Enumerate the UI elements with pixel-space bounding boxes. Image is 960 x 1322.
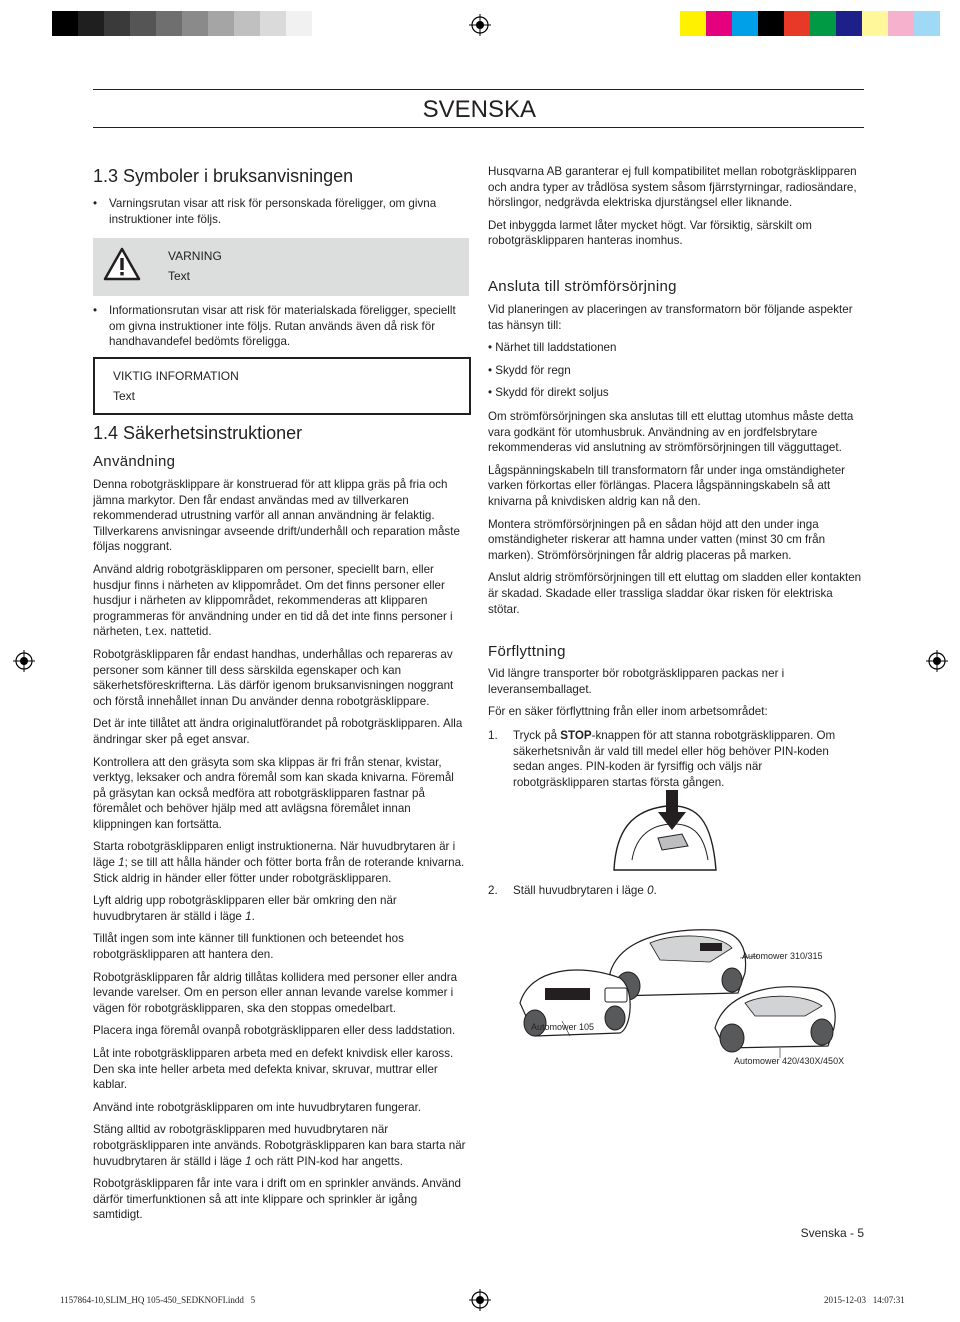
paragraph: Montera strömförsörjningen på en sådan höjd att den under inga omständigheter riskerar att hamna under vatten (minst 30 cm från marken). Strömförsörjningen får aldrig placeras på marken. (488, 517, 826, 562)
info-title: VIKTIG INFORMATION (113, 369, 239, 383)
color-swatch (732, 11, 758, 36)
color-swatch (52, 11, 78, 36)
file-info: 1157864-10,SLIM_HQ 105-450_SEDKNOFI.indd 5 (60, 1295, 256, 1305)
bullet-item: • Närhet till laddstationen (488, 341, 617, 355)
mowers-illustration (510, 918, 840, 1068)
color-swatch (260, 11, 286, 36)
info-text: Text (113, 389, 136, 403)
color-swatch (784, 11, 810, 36)
paragraph: Om strömförsörjningen ska anslutas till ett eluttag utomhus måste detta vara godkänt för utomhusbruk. Användning av en jordfelsbrytare rekommenderas vid anslutning av strömförsörjningen till vägguttaget. (488, 409, 854, 455)
header-rule (93, 89, 864, 90)
color-swatch (680, 11, 706, 36)
left-body (93, 477, 469, 1223)
color-swatch (208, 11, 234, 36)
paragraph: Kontrollera att den gräsyta som ska klippas är fri från stenar, kvistar, verktyg, leksaker och andra föremål som kan skada knivarna. Föremål på gräsytan kan också medföra att robotgräsklipparen fastnar på föremålet och behöver hjälp med att avlägsna föremålet innan klippningen kan fortsätta. (93, 755, 454, 831)
paragraph: Använd inte robotgräsklipparen om inte huvudbrytaren fungerar. (93, 1100, 422, 1114)
subheading-usage: Användning (93, 453, 176, 470)
warning-box (93, 238, 469, 296)
step-1: 1. Tryck på STOP-knappen för att stanna robotgräsklipparen. Om säkerhetsnivån är vald till medel eller hög behöver PIN-koden sedan anges. PIN-koden är fyrsiffig och väljs när robotgräsklipparen startas första gången. (488, 729, 836, 789)
registration-mark-icon (469, 14, 491, 36)
right-body-power (488, 302, 864, 617)
paragraph: Använd aldrig robotgräsklipparen om personer, speciellt barn, eller husdjur finns i närheten av klippområdet. Om det finns personer eller husdjur i närheten av klippområdet, rekommenderas att klipparen programmeras för användning under en tid då det inte finns personer i närheten, t.ex. nattetid. (93, 562, 453, 639)
paragraph: Robotgräsklipparen får endast handhas, underhållas och repareras av personer som känner till dess särskilda egenskaper och kan säkerhetsföreskrifterna. Läs därför igenom bruksanvisningen noggrant och förstå innehållet innan Du använder denna robotgräsklippare. (93, 647, 454, 708)
figure-label-420: Automower 420/430X/450X (734, 1056, 845, 1066)
paragraph: Stäng alltid av robotgräsklipparen med huvudbrytaren när robotgräsklipparen inte används. Robotgräsklipparen kan bara starta när huvudbrytaren är ställd i läge 1 och rätt PIN-kod har angetts. (93, 1123, 466, 1168)
color-swatch (706, 11, 732, 36)
color-swatch (78, 11, 104, 36)
figure-label-105: Automower 105 (531, 1022, 595, 1032)
color-swatch (836, 11, 862, 36)
bullet-item: • Varningsrutan visar att risk för personskada föreligger, om givna instruktioner inte följs. (93, 197, 437, 226)
right-body-transport (488, 666, 864, 720)
color-swatch (810, 11, 836, 36)
color-swatch (130, 11, 156, 36)
subheading-transport: Förflyttning (488, 643, 566, 660)
paragraph: Vid längre transporter bör robotgräsklipparen packas ner i leveransemballaget. (488, 667, 785, 696)
registration-mark-icon (13, 650, 35, 672)
paragraph: Anslut aldrig strömförsörjningen till ett eluttag om sladden eller kontakten är skadad. Skadade eller trassliga sladdar ökar risken för elektriska stötar. (488, 571, 862, 616)
paragraph: Tillåt ingen som inte känner till funktionen och beteendet hos robotgräsklipparen att hantera den. (93, 932, 404, 962)
figure-label-310: Automower 310/315 (742, 951, 823, 961)
paragraph: Lågspänningskabeln till transformatorn får under inga omständigheter varken förkortas eller förlängas. Placera lågspänningskabeln så att knivarna på knivdisken aldrig kan nå den. (488, 463, 846, 508)
stop-button-illustration (612, 790, 718, 872)
paragraph: Robotgräsklipparen får inte vara i drift om en sprinkler används. Använd därför timerfunktionen så att inte klippare och sprinkler är igång samtidigt. (93, 1177, 461, 1222)
bullet-item: • Informationsrutan visar att risk för materialskada föreligger, speciellt om givna instruktioner inte följs. Rutan används även då risk för handhavandefel bedömts föreligga. (93, 304, 456, 349)
paragraph: Husqvarna AB garanterar ej full kompatibilitet mellan robotgräsklipparen och andra typer av trådlösa system såsom fjärrstyrningar, radiosändare, hörslingor, nedgrävda elektriska djurstängsel eller liknande. (488, 165, 857, 210)
paragraph: Placera inga föremål ovanpå robotgräsklipparen eller dess laddstation. (93, 1024, 456, 1038)
color-swatch (888, 11, 914, 36)
subheading-power: Ansluta till strömförsörjning (488, 278, 677, 295)
page-title: SVENSKA (422, 96, 536, 123)
registration-mark-icon (926, 650, 948, 672)
warning-title: VARNING (168, 249, 222, 263)
paragraph: Robotgräsklipparen får aldrig tillåtas kollidera med personer eller andra levande varelser. Om en person eller annan levande varelse kommer i vägen för robotgräsklipparen, ska den stoppas omedelbart. (93, 970, 458, 1015)
page-number: Svenska - 5 (800, 1226, 864, 1240)
header-rule-bottom (93, 127, 864, 128)
bullet-item: • Skydd för direkt soljus (488, 386, 609, 400)
info-box (93, 357, 471, 415)
paragraph: Lyft aldrig upp robotgräsklipparen eller bär omkring den när huvudbrytaren är ställd i läge 1. (93, 894, 397, 923)
file-date: 2015-12-03 14:07:31 (824, 1295, 905, 1305)
warning-text: Text (168, 269, 191, 283)
color-swatch (104, 11, 130, 36)
grayscale-color-bar (52, 11, 312, 36)
paragraph: Låt inte robotgräsklipparen arbeta med en defekt knivdisk eller kaross. Den ska inte heller arbeta med defekta knivar, skruvar, muttrar eller kablar. (93, 1047, 454, 1092)
bullet-item: • Skydd för regn (488, 363, 571, 377)
paragraph: Denna robotgräsklippare är konstruerad för att klippa gräs på fria och jämna markytor. Den får endast användas med av tillverkaren rekommenderad utrustning varför all annan användning är felaktig. Tillverkarens anvisningar avseende drift/underhåll och reparation måste följas noggrant. (93, 478, 460, 554)
color-swatch (182, 11, 208, 36)
color-swatch (234, 11, 260, 36)
process-color-bar (680, 11, 940, 36)
color-swatch (758, 11, 784, 36)
registration-mark-icon (469, 1289, 491, 1311)
color-swatch (862, 11, 888, 36)
paragraph: Vid planeringen av placeringen av transformatorn bör följande aspekter tas hänsyn till: (488, 303, 853, 332)
color-swatch (286, 11, 312, 36)
color-swatch (156, 11, 182, 36)
paragraph: Det är inte tillåtet att ändra originalutförandet på robotgräsklipparen. Alla ändringar sker på eget ansvar. (93, 717, 463, 746)
section-heading-1-4: 1.4 Säkerhetsinstruktioner (93, 423, 303, 443)
section-heading-1-3: 1.3 Symboler i bruksanvisningen (93, 166, 354, 186)
step-2: 2. Ställ huvudbrytaren i läge 0. (488, 884, 657, 897)
paragraph: För en säker förflyttning från eller inom arbetsområdet: (488, 705, 768, 719)
right-body-top (488, 164, 864, 249)
paragraph: Det inbyggda larmet låter mycket högt. Var försiktig, särskilt om robotgräsklipparen hanteras inomhus. (488, 218, 812, 248)
paragraph: Starta robotgräsklipparen enligt instruktionerna. När huvudbrytaren är i läge 1; se till att hålla händer och fötter borta från de roterande knivarna. Stick aldrig in händer eller fötter under robotgräsklipparen. (93, 840, 465, 885)
color-swatch (914, 11, 940, 36)
warning-triangle-icon (103, 247, 141, 281)
